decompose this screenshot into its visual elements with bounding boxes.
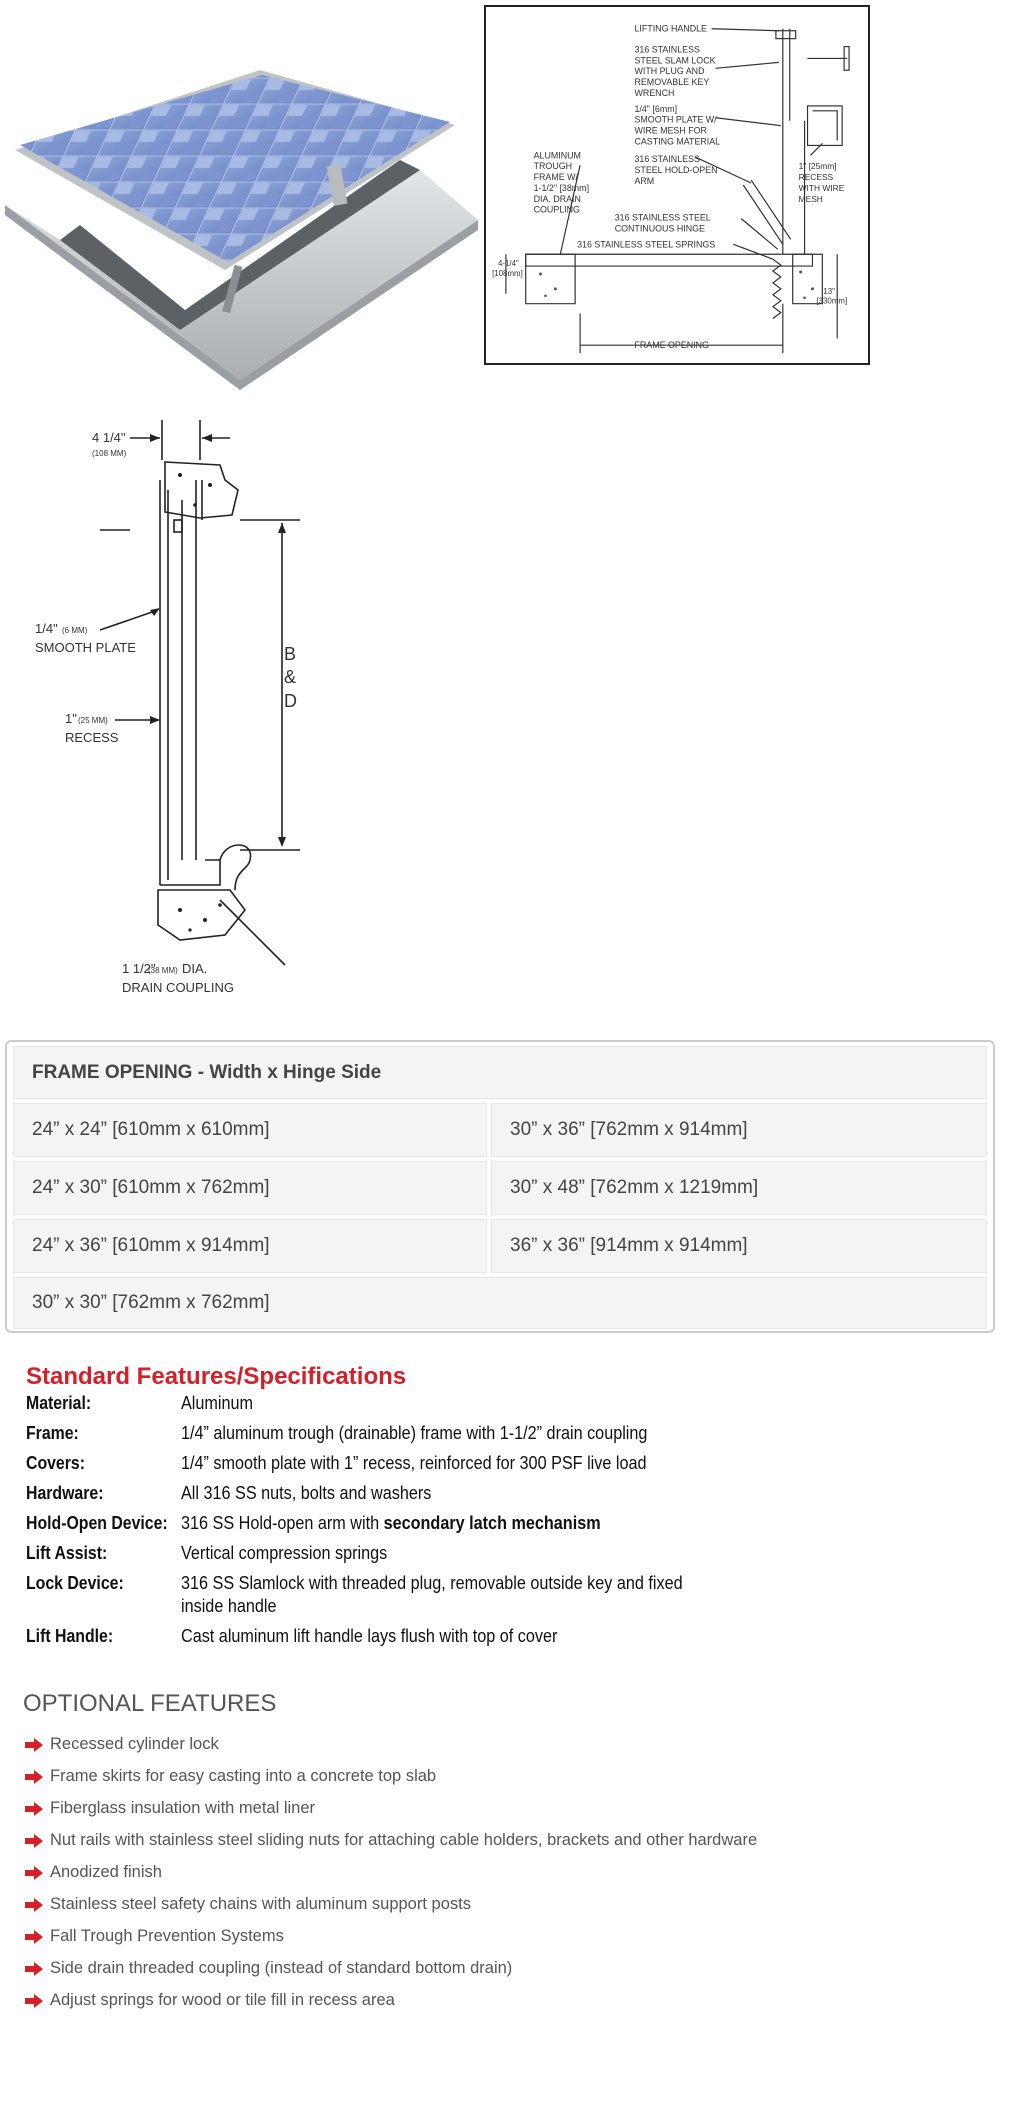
section-drawing <box>484 5 870 365</box>
label-lifting-handle: LIFTING HANDLE <box>634 23 707 34</box>
list-item <box>24 1991 395 2010</box>
arrow-right-icon <box>24 1994 44 2008</box>
svg-text:316 STAINLESS: 316 STAINLESS <box>634 44 700 55</box>
list-item <box>24 1799 315 1818</box>
list-item-text: Recessed cylinder lock <box>50 1735 219 1753</box>
spec-label: Covers: <box>26 1453 85 1473</box>
label-b-and-d <box>284 644 297 711</box>
arrow-right-icon <box>24 1738 44 1752</box>
frame-table-header <box>13 1046 987 1099</box>
spec-label: Hold-Open Device: <box>26 1513 168 1533</box>
svg-text:REMOVABLE KEY: REMOVABLE KEY <box>634 77 710 88</box>
list-item <box>24 1735 219 1754</box>
svg-text:1-1/2" [38mm]: 1-1/2" [38mm] <box>533 182 590 193</box>
list-item-text: Stainless steel safety chains with aluminum support posts <box>50 1895 471 1913</box>
svg-text:1/4": 1/4" <box>35 621 58 636</box>
label-trough-frame <box>534 150 589 214</box>
spec-label: Lift Assist: <box>26 1543 108 1563</box>
spec-label: Lock Device: <box>26 1573 124 1593</box>
svg-text:SMOOTH PLATE W/: SMOOTH PLATE W/ <box>634 114 717 125</box>
svg-text:DRAIN COUPLING: DRAIN COUPLING <box>122 980 234 995</box>
svg-text:RECESS: RECESS <box>798 172 834 183</box>
spec-value-text: 316 SS Hold-open arm with <box>181 1513 384 1533</box>
dim-top-width <box>92 430 127 458</box>
svg-text:316 STAINLESS STEEL: 316 STAINLESS STEEL <box>614 212 711 223</box>
table-cell: 30” x 30” [762mm x 762mm] <box>13 1277 987 1329</box>
dim-right <box>816 287 847 306</box>
svg-text:1 1/2": 1 1/2" <box>122 961 156 976</box>
spec-value: Vertical compression springs <box>181 1543 388 1563</box>
svg-text:CASTING MATERIAL: CASTING MATERIAL <box>634 136 721 147</box>
spec-value: 316 SS Slamlock with threaded plug, removable outside key and fixed inside handle <box>181 1573 683 1616</box>
label-smooth-plate-side <box>35 621 136 655</box>
svg-text:(6 MM): (6 MM) <box>62 626 88 635</box>
spec-value-bold: secondary latch mechanism <box>383 1513 601 1533</box>
svg-text:WITH WIRE: WITH WIRE <box>798 182 845 193</box>
svg-text:STEEL HOLD-OPEN: STEEL HOLD-OPEN <box>634 165 718 176</box>
svg-text:D: D <box>284 691 297 711</box>
label-slam-lock <box>634 44 715 98</box>
svg-text:DIA.: DIA. <box>182 961 208 976</box>
label-hinge <box>615 213 711 234</box>
list-item-text: Adjust springs for wood or tile fill in recess area <box>50 1991 395 2009</box>
svg-text:1" [25mm]: 1" [25mm] <box>798 161 837 172</box>
hatch-product-photo <box>0 0 480 400</box>
spec-value: 1/4” aluminum trough (drainable) frame with 1-1/2” drain coupling <box>181 1423 648 1443</box>
label-recess <box>799 161 845 204</box>
svg-text:RECESS: RECESS <box>65 730 119 745</box>
svg-text:4 1/4": 4 1/4" <box>92 430 126 445</box>
svg-text:&: & <box>284 667 297 687</box>
table-cell: 30” x 48” [762mm x 1219mm] <box>491 1161 987 1215</box>
label-frame-opening: FRAME OPENING <box>634 340 709 351</box>
svg-text:WIRE MESH FOR: WIRE MESH FOR <box>634 125 707 136</box>
spec-label: Frame: <box>26 1423 79 1443</box>
svg-text:(38 MM): (38 MM) <box>148 966 178 975</box>
table-cell: 24” x 24” [610mm x 610mm] <box>13 1103 487 1157</box>
label-hold-open-arm <box>634 154 717 186</box>
spec-value: Cast aluminum lift handle lays flush with top of cover <box>181 1626 558 1646</box>
list-item <box>24 1863 162 1882</box>
list-item <box>24 1767 436 1786</box>
list-item-text: Anodized finish <box>50 1863 162 1881</box>
list-item <box>24 1959 512 1978</box>
spec-value: All 316 SS nuts, bolts and washers <box>181 1483 432 1503</box>
arrow-right-icon <box>24 1770 44 1784</box>
svg-text:MESH: MESH <box>798 193 823 204</box>
list-item <box>24 1927 284 1946</box>
svg-text:1/4" [6mm]: 1/4" [6mm] <box>634 103 678 114</box>
svg-text:B: B <box>284 644 297 664</box>
arrow-right-icon <box>24 1834 44 1848</box>
svg-text:DIA. DRAIN: DIA. DRAIN <box>533 193 581 204</box>
svg-text:WITH PLUG AND: WITH PLUG AND <box>634 66 705 77</box>
list-item-text: Nut rails with stainless steel sliding nuts for attaching cable holders, brackets and other hardware <box>50 1831 758 1849</box>
svg-text:SMOOTH PLATE: SMOOTH PLATE <box>35 640 136 655</box>
arrow-right-icon <box>24 1866 44 1880</box>
label-smooth-plate <box>634 104 720 147</box>
features-title: Standard Features/Specifications <box>26 1363 407 1390</box>
arrow-right-icon <box>24 1930 44 1944</box>
spec-value: Aluminum <box>181 1393 254 1413</box>
spec-label: Lift Handle: <box>26 1626 114 1646</box>
arrow-right-icon <box>24 1962 44 1976</box>
label-springs: 316 STAINLESS STEEL SPRINGS <box>577 239 716 250</box>
svg-text:WRENCH: WRENCH <box>634 88 675 98</box>
svg-text:13": 13" <box>823 286 835 296</box>
svg-text:316 STAINLESS: 316 STAINLESS <box>634 154 700 165</box>
svg-text:CONTINUOUS HINGE: CONTINUOUS HINGE <box>614 223 705 234</box>
table-cell: 30” x 36” [762mm x 914mm] <box>491 1103 987 1157</box>
svg-text:[330mm]: [330mm] <box>816 296 848 306</box>
table-cell: 24” x 30” [610mm x 762mm] <box>13 1161 487 1215</box>
svg-text:(25 MM): (25 MM) <box>78 716 108 725</box>
arrow-right-icon <box>24 1802 44 1816</box>
svg-text:STEEL SLAM LOCK: STEEL SLAM LOCK <box>634 55 716 66</box>
label-drain-coupling <box>122 961 234 995</box>
table-cell: 24” x 36” [610mm x 914mm] <box>13 1219 487 1273</box>
list-item-text: Frame skirts for easy casting into a concrete top slab <box>50 1767 437 1785</box>
list-item <box>24 1895 471 1914</box>
side-elevation-drawing <box>20 420 340 1020</box>
spec-label: Hardware: <box>26 1483 104 1503</box>
svg-text:1": 1" <box>65 711 77 726</box>
arrow-right-icon <box>24 1898 44 1912</box>
label-recess-side <box>65 711 119 745</box>
svg-text:4-1/4": 4-1/4" <box>498 259 519 269</box>
list-item <box>24 1831 757 1850</box>
list-item-text: Fiberglass insulation with metal liner <box>50 1799 316 1817</box>
table-cell: 36” x 36” [914mm x 914mm] <box>491 1219 987 1273</box>
list-item-text: Side drain threaded coupling (instead of standard bottom drain) <box>50 1959 513 1977</box>
optional-features-title: OPTIONAL FEATURES <box>23 1690 277 1717</box>
svg-text:FRAME W/: FRAME W/ <box>533 172 578 183</box>
frame-table-title-bold: FRAME OPENING <box>32 1061 193 1083</box>
list-item-text: Fall Trough Prevention Systems <box>50 1927 284 1945</box>
svg-text:COUPLING: COUPLING <box>533 204 580 215</box>
spec-label: Material: <box>26 1393 92 1413</box>
spec-value: 1/4” smooth plate with 1” recess, reinforced for 300 PSF live load <box>181 1453 647 1473</box>
frame-opening-table <box>5 1040 995 1333</box>
svg-text:ALUMINUM: ALUMINUM <box>533 150 581 161</box>
dim-left <box>492 259 523 278</box>
svg-text:(108 MM): (108 MM) <box>92 449 127 458</box>
svg-text:[108mm]: [108mm] <box>492 268 523 278</box>
spec-value <box>181 1512 721 1535</box>
svg-text:TROUGH: TROUGH <box>533 161 573 172</box>
frame-table-title-rest: - Width x Hinge Side <box>192 1061 382 1083</box>
svg-text:ARM: ARM <box>634 176 655 187</box>
